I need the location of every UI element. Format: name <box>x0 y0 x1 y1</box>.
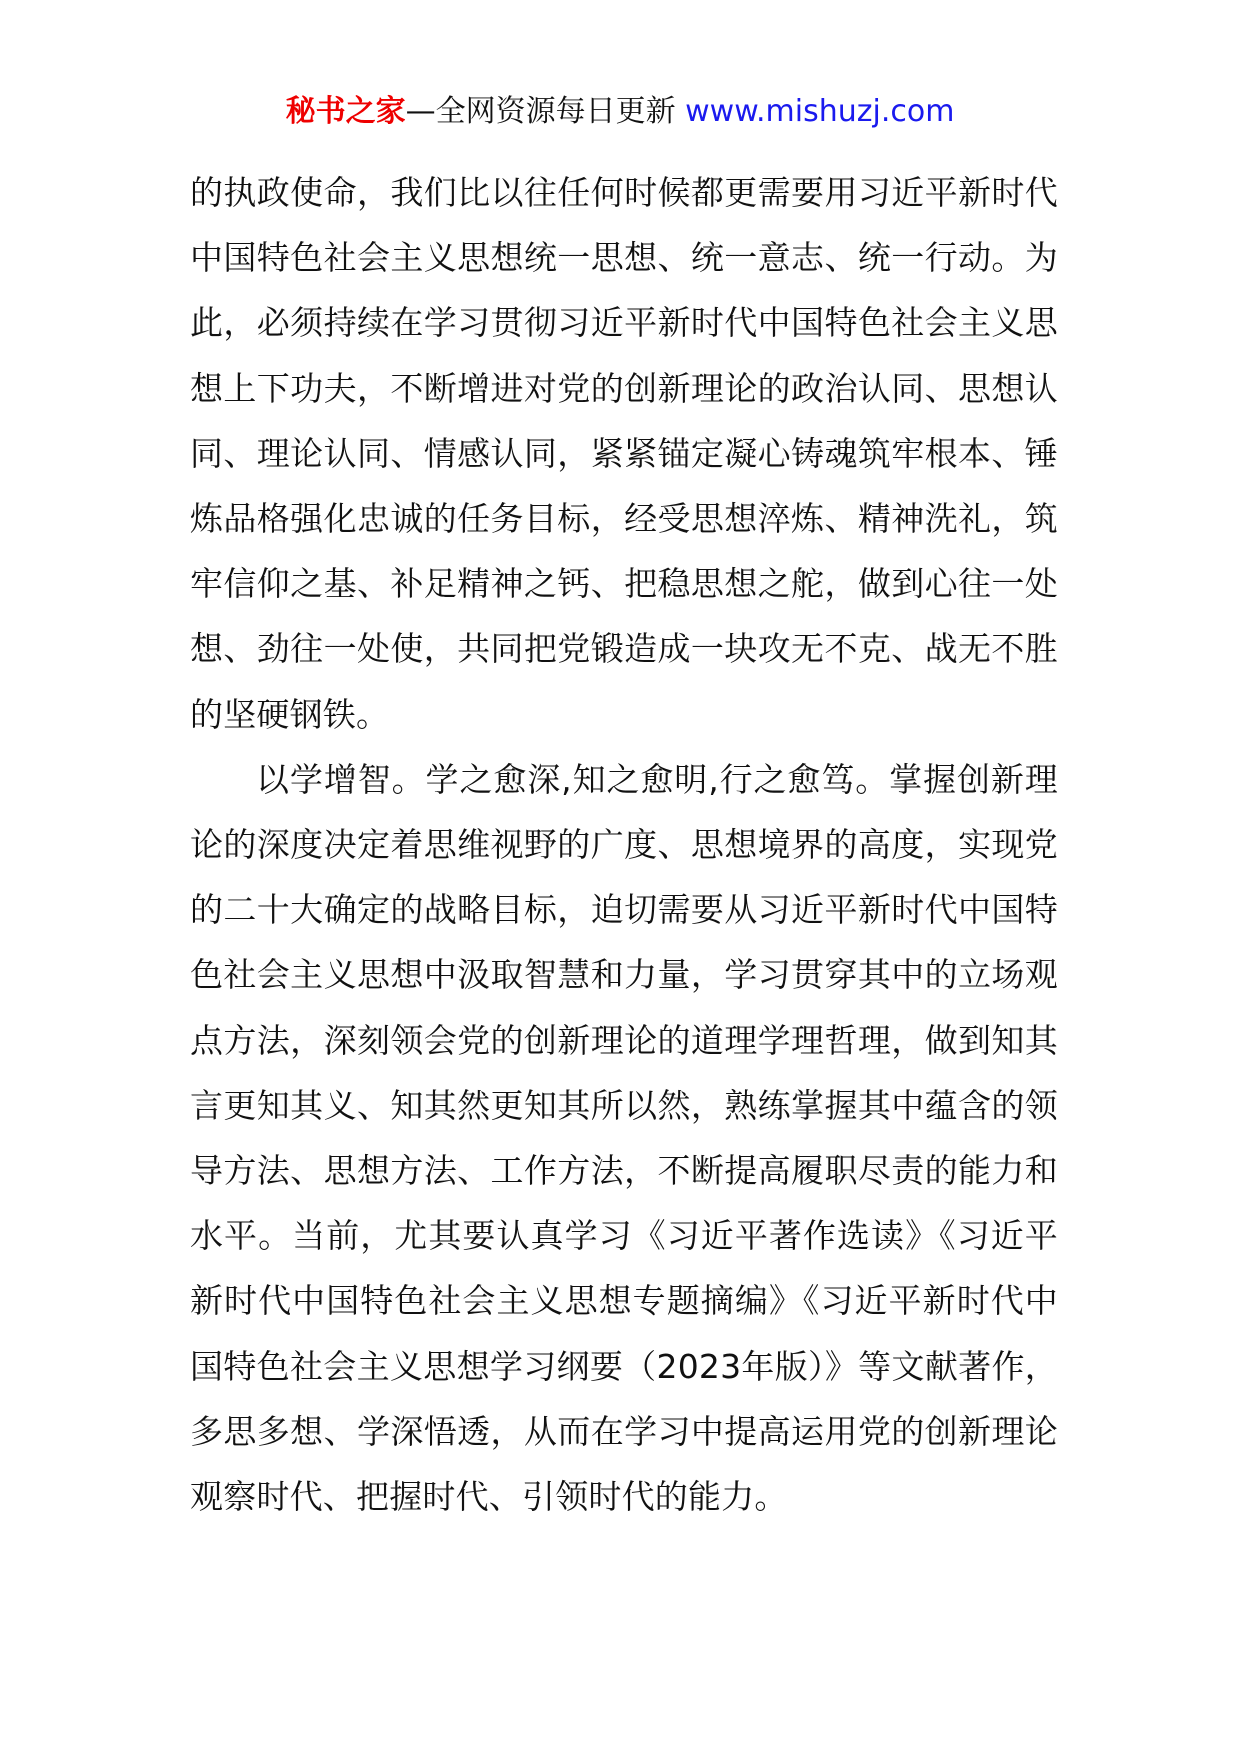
header-tagline: —全网资源每日更新 <box>405 94 676 129</box>
document-body <box>190 160 1058 1529</box>
paragraph-2: 以学增智。学之愈深,知之愈明,行之愈笃。掌握创新理论的深度决定着思维视野的广度、思想境界的高度，实现党的二十大确定的战略目标，迫切需要从习近平新时代中国特色社会主义思想中汲取智慧和力量，学习贯穿其中的立场观点方法，深刻领会党的创新理论的道理学理哲理，做到知其言更知其义、知其然更知其所以然，熟练掌握其中蕴含的领导方法、思想方法、工作方法，不断提高履职尽责的能力和水平。当前，尤其要认真学习《习近平著作选读》《习近平新时代中国特色社会主义思想专题摘编》《习近平新时代中国特色社会主义思想学习纲要（2023年版）》等文献著作，多思多想、学深悟透，从而在学习中提高运用党的创新理论观察时代、把握时代、引领时代的能力。 <box>190 759 1058 1517</box>
page-header <box>0 92 1240 132</box>
site-url-link[interactable]: www.mishuzj.com <box>685 94 955 129</box>
brand-name: 秘书之家 <box>285 94 406 129</box>
paragraph-1: 的执政使命，我们比以往任何时候都更需要用习近平新时代中国特色社会主义思想统一思想、统一意志、统一行动。为此，必须持续在学习贯彻习近平新时代中国特色社会主义思想上下功夫，不断增进对党的创新理论的政治认同、思想认同、理论认同、情感认同，紧紧锚定凝心铸魂筑牢根本、锤炼品格强化忠诚的任务目标，经受思想淬炼、精神洗礼，筑牢信仰之基、补足精神之钙、把稳思想之舵，做到心往一处想、劲往一处使，共同把党锻造成一块攻无不克、战无不胜的坚硬钢铁。 <box>190 173 1058 734</box>
